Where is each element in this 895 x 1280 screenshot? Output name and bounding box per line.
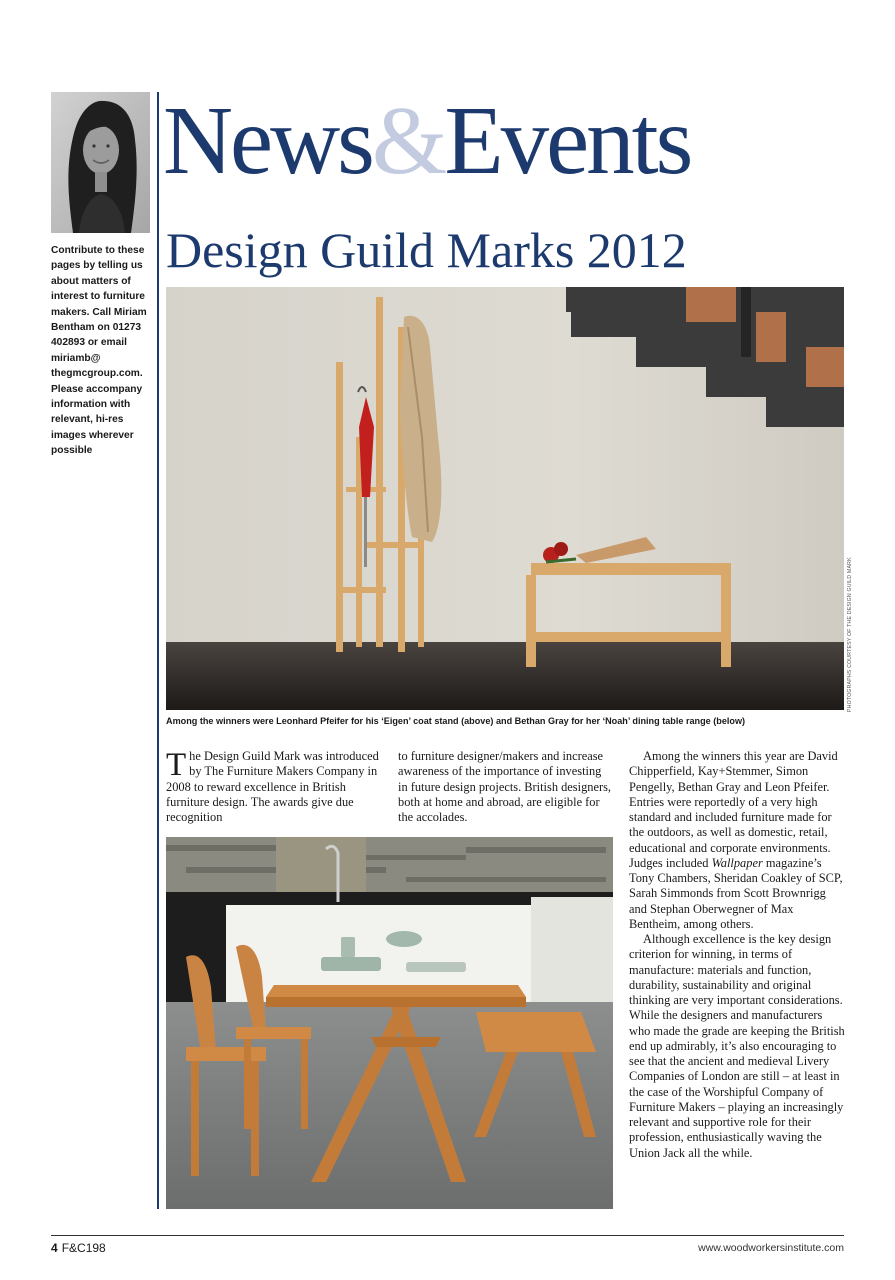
article-column-1 xyxy=(166,749,380,825)
issue-number: F&C198 xyxy=(61,1241,106,1255)
wallpaper-magazine: Wallpaper xyxy=(711,855,763,870)
page-number: 4 xyxy=(51,1241,58,1255)
page-footer-left xyxy=(51,1241,106,1255)
contributor-portrait xyxy=(51,92,150,233)
article-col1-text: he Design Guild Mark was introduced by The Furniture Makers Company in 2008 to reward excellence in British furniture design. The awards give due recognition xyxy=(166,749,379,824)
dining-table-photo xyxy=(166,837,613,1209)
contribute-note: Contribute to these pages by telling us about matters of interest to furniture makers. Call Miriam Bentham on 01273 402893 or email miriamb@ thegmcgroup.com. Please accompany information with relevant, hi-res images wherever possible xyxy=(51,245,147,457)
article-col3-p1-after: magazine’s Tony Chambers, Sheridan Coakley of SCP, Sarah Simmonds from Scott Brownrigg and Stephan Oberwegner of Max Bentheim, among others. xyxy=(629,855,843,931)
article-column-2 xyxy=(398,749,613,825)
section-title-news: News xyxy=(163,87,372,194)
section-title-events: Events xyxy=(444,87,691,194)
footer-website: www.woodworkersinstitute.com xyxy=(698,1242,844,1254)
coat-stand-photo xyxy=(166,287,844,710)
article-column-3 xyxy=(629,749,845,1161)
drop-cap: T xyxy=(166,747,187,783)
section-title-ampersand: & xyxy=(371,87,445,194)
article-col3-paragraph-1 xyxy=(629,749,845,932)
article-headline: Design Guild Marks 2012 xyxy=(166,222,687,278)
article-col3-paragraph-2: Although excellence is the key design criterion for winning, in terms of manufacture: materials and function, durability, sustainability and original thinking are very important considerations. While the designers and manufacturers who made the grade are keeping the British end up admirably, it’s also encouraging to see that the ancient and medieval Livery Companies of London are still – at least in the case of the Worshipful Company of Furniture Makers – playing an increasingly relevant and supportive role for their profession, enthusiastically waving the Union Jack all the while. xyxy=(629,932,845,1160)
article-col3-p1-before: Among the winners this year are David Chipperfield, Kay+Stemmer, Simon Pengelly, Bethan Gray and Leon Pfeifer. Entries were reportedly of a very high standard and included furniture made for the outdoors, as well as domestic, retail, educational and corporate environments. Judges included xyxy=(629,749,838,870)
section-title xyxy=(163,86,690,196)
footer-rule xyxy=(51,1235,844,1236)
sidebar-divider xyxy=(157,92,159,1209)
photo-caption: Among the winners were Leonhard Pfeifer for his ‘Eigen’ coat stand (above) and Bethan Gray for her ‘Noah’ dining table range (below) xyxy=(166,716,746,726)
photo-credit: PHOTOGRAPHS COURTESY OF THE DESIGN GUILD MARK xyxy=(847,557,853,712)
article-col2-text: to furniture designer/makers and increase awareness of the importance of investing in future design projects. British designers, both at home and abroad, are eligible for the accolades. xyxy=(398,749,612,824)
